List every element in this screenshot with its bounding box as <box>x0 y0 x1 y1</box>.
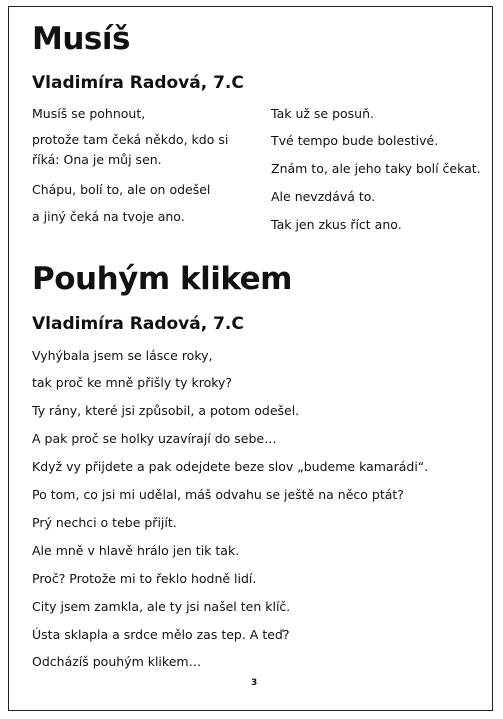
poem2-line: City jsem zamkla, ale ty jsi našel ten klíč. <box>32 599 291 614</box>
poem1-right-line-2: Tvé tempo bude bolestivé. <box>271 133 439 148</box>
poem1-right-line-5: Tak jen zkus říct ano. <box>271 217 402 232</box>
poem2-line: Prý nechci o tebe přijít. <box>32 515 177 530</box>
poem2-line: Ústa sklapla a srdce mělo zas tep. A teď? <box>32 627 290 642</box>
poem2-line: Po tom, co jsi mi udělal, máš odvahu se ještě na něco ptát? <box>32 487 404 502</box>
poem2-author: Vladimíra Radová, 7.C <box>32 314 244 334</box>
poem1-left-line-2: protože tam čeká někdo, kdo si říká: Ona je můj sen. <box>32 132 229 167</box>
poem1-left-line-4: a jiný čeká na tvoje ano. <box>32 209 185 224</box>
poem2-line: Když vy přijdete a pak odejdete beze slov „budeme kamarádi“. <box>32 459 429 474</box>
poem1-left-line-3: Chápu, bolí to, ale on odešel <box>32 182 211 197</box>
poem1-left-line-1: Musíš se pohnout, <box>32 106 146 121</box>
poem2-line: tak proč ke mně přišly ty kroky? <box>32 375 233 390</box>
poem2-line: Odcházíš pouhým klikem… <box>32 654 202 669</box>
page <box>8 6 493 711</box>
poem2-title: Pouhým klikem <box>32 261 292 297</box>
page-number: 3 <box>251 678 258 688</box>
poem1-right-line-3: Znám to, ale jeho taky bolí čekat. <box>271 161 481 176</box>
poem2-line: Ale mně v hlavě hrálo jen tik tak. <box>32 543 240 558</box>
poem2-line: A pak proč se holky uzavírají do sebe… <box>32 431 277 446</box>
poem2-line: Vyhýbala jsem se lásce roky, <box>32 348 213 363</box>
poem2-line: Ty rány, které jsi způsobil, a potom odešel. <box>32 403 300 418</box>
poem2-line: Proč? Protože mi to řeklo hodně lidí. <box>32 571 257 586</box>
poem1-right-line-4: Ale nevzdává to. <box>271 189 376 204</box>
poem1-author: Vladimíra Radová, 7.C <box>32 73 244 93</box>
poem1-right-line-1: Tak už se posuň. <box>271 106 374 121</box>
poem1-title: Musíš <box>32 21 130 57</box>
